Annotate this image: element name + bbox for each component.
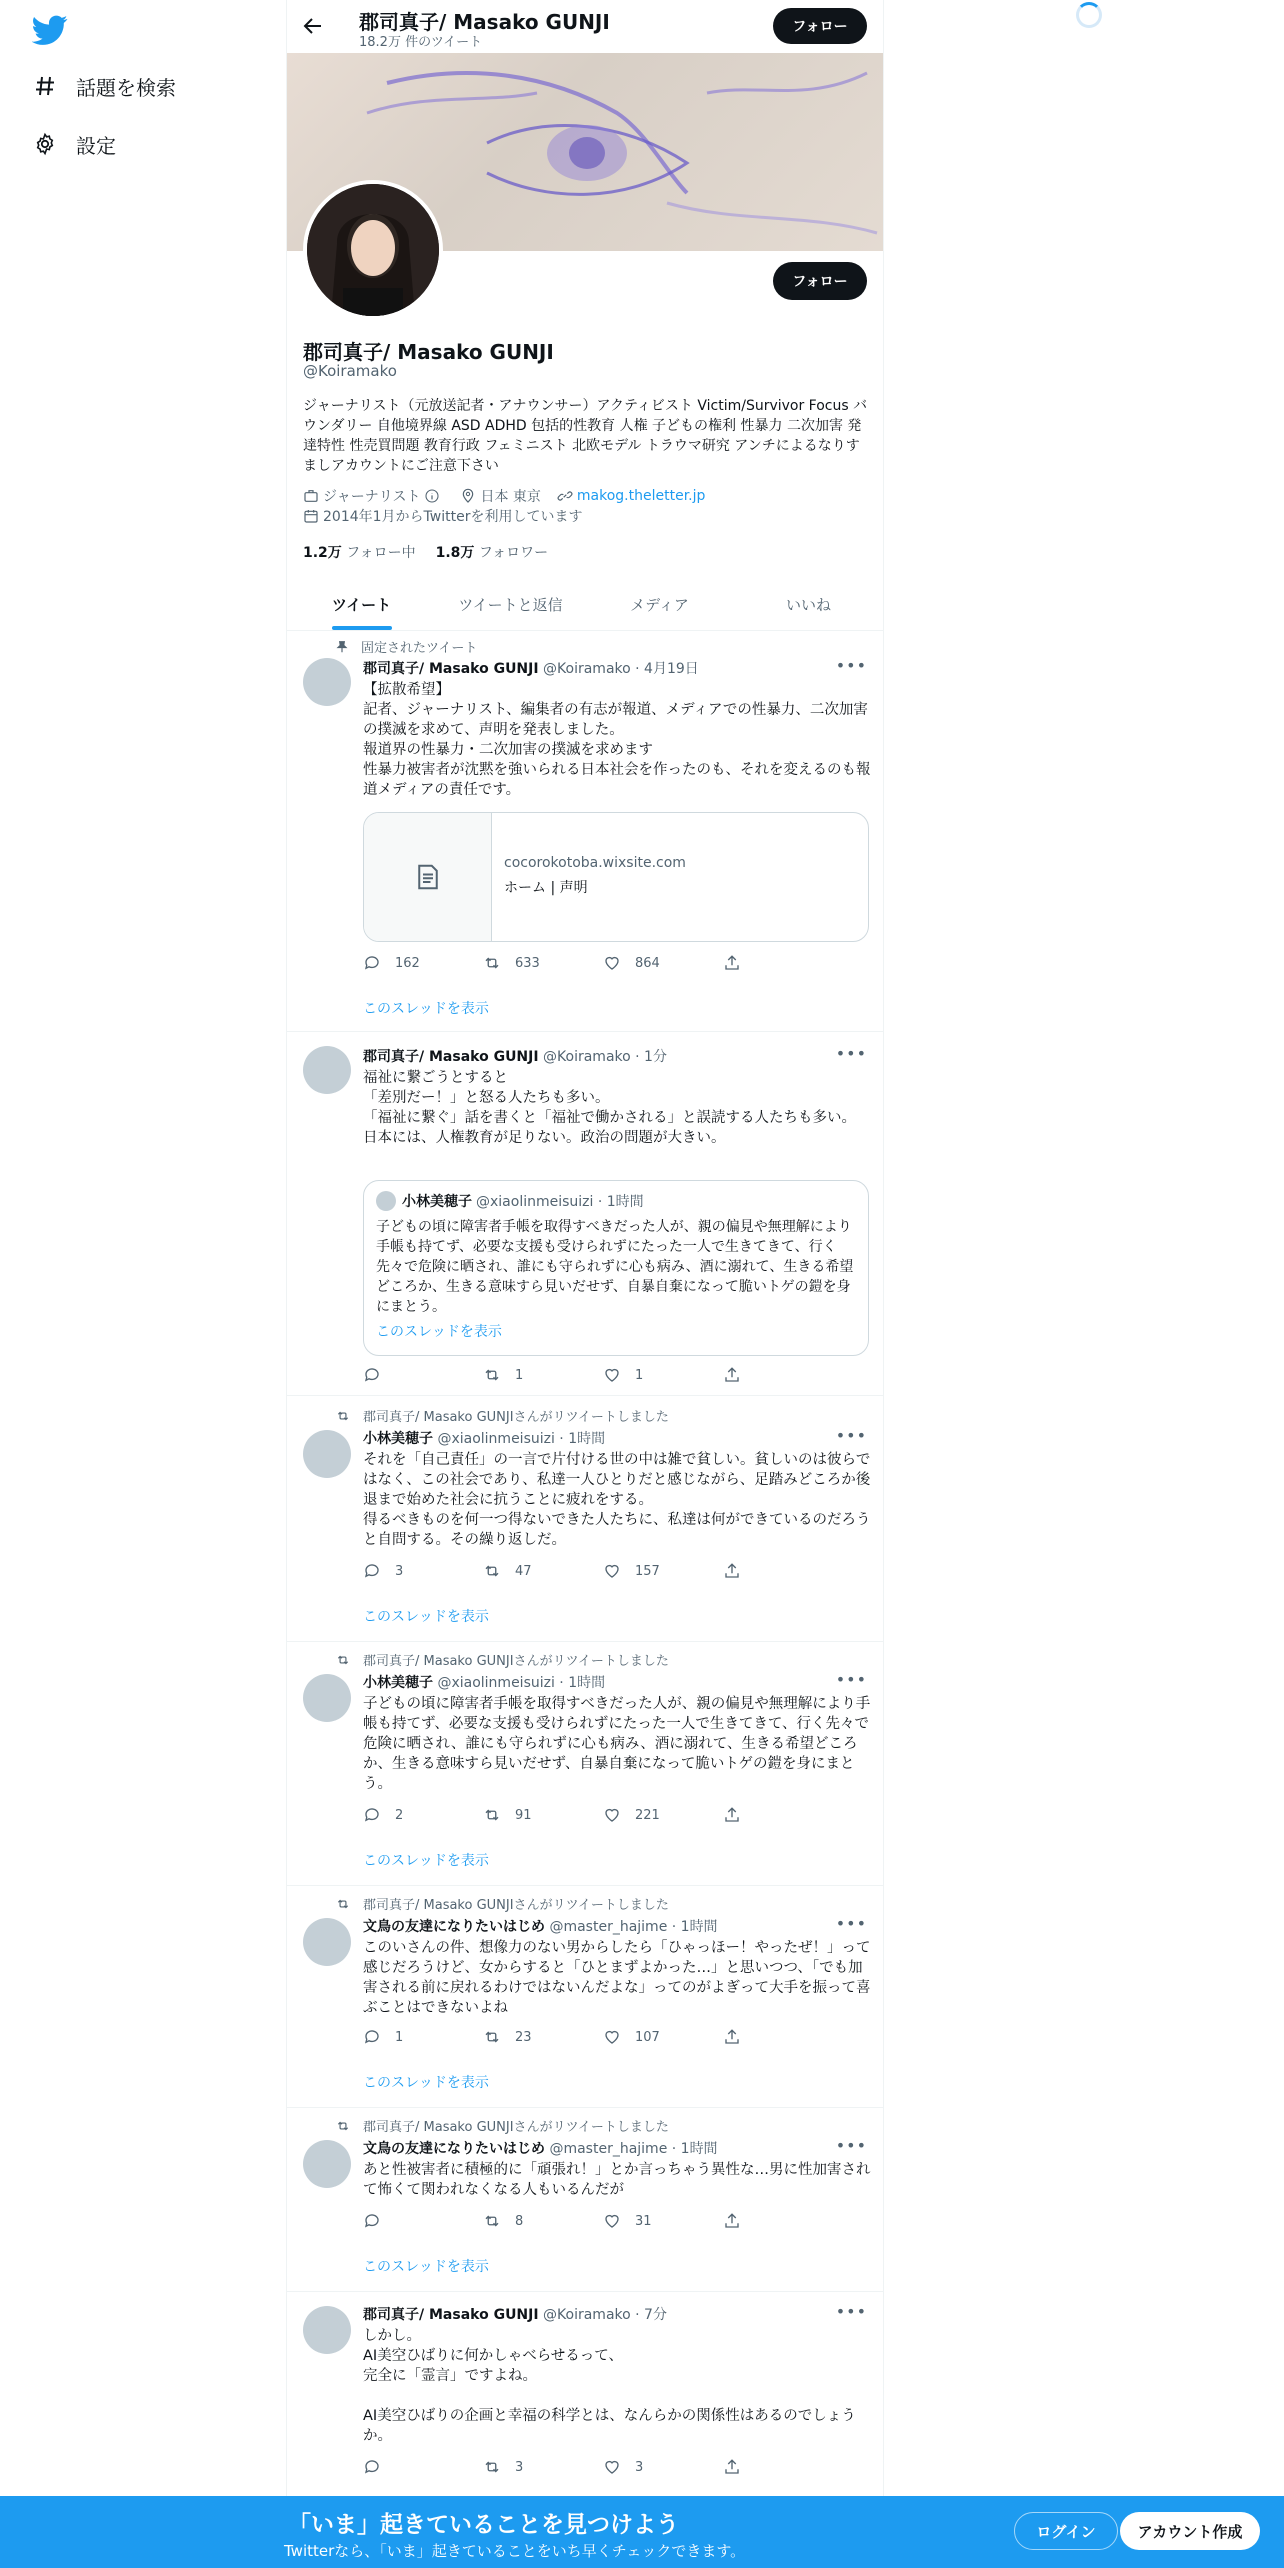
more-icon[interactable]: •••	[835, 1426, 867, 1445]
show-thread-link[interactable]: このスレッドを表示	[363, 1853, 489, 1869]
tweet-pinned[interactable]	[287, 632, 883, 1032]
profile-follow-stats	[303, 542, 548, 562]
following-link[interactable]: 1.2万 フォロー中	[303, 545, 416, 561]
share-button[interactable]	[723, 1806, 803, 1824]
gear-icon	[32, 131, 58, 157]
quote-avatar	[376, 1191, 396, 1211]
like-button[interactable]: 157	[603, 1562, 683, 1580]
tweet-retweeted[interactable]	[287, 1396, 883, 1642]
twitter-logo-icon[interactable]	[32, 12, 68, 48]
share-button[interactable]	[723, 1562, 803, 1580]
retweet-icon	[335, 2119, 351, 2133]
signup-button[interactable]: アカウント作成	[1120, 2512, 1260, 2550]
tweet-avatar[interactable]	[303, 2306, 351, 2354]
retweet-button[interactable]: 91	[483, 1806, 563, 1824]
briefcase-icon	[303, 488, 319, 504]
reply-icon	[363, 1562, 381, 1580]
tweet-retweeted[interactable]	[287, 2108, 883, 2292]
tweet-text: あと性被害者に積極的に「頑張れ！」とか言っちゃう異性な…男に性加害されて怖くて関われなくなる人もいるんだが	[363, 2162, 871, 2198]
signup-banner	[0, 2496, 1284, 2568]
profile-tabs	[287, 578, 883, 631]
profile-category: ジャーナリスト	[303, 486, 444, 506]
profile-name: 郡司真子/ Masako GUNJI	[303, 340, 554, 364]
retweet-icon	[483, 2028, 501, 2046]
like-button[interactable]: 3	[603, 2458, 683, 2476]
profile-location: 日本 東京	[460, 486, 540, 506]
reply-button[interactable]: 1	[363, 2028, 443, 2046]
tweet-avatar[interactable]	[303, 658, 351, 706]
tweet-actions	[363, 1366, 803, 1384]
share-button[interactable]	[723, 2212, 803, 2230]
document-icon	[413, 862, 443, 892]
tweet-actions	[363, 2028, 803, 2046]
info-icon[interactable]	[424, 488, 440, 504]
retweet-icon	[335, 1653, 351, 1667]
retweet-button[interactable]: 47	[483, 1562, 563, 1580]
tab-tweets-replies[interactable]: ツイートと返信	[458, 595, 563, 614]
link-icon	[557, 488, 573, 504]
signup-banner-title: 「いま」起きていることを見つけよう	[288, 2512, 679, 2538]
loading-spinner-icon	[1076, 2, 1102, 28]
quote-show-thread-link[interactable]: このスレッドを表示	[376, 1324, 502, 1340]
tweet-avatar[interactable]	[303, 2140, 351, 2188]
retweet-icon	[483, 1366, 501, 1384]
tweet-text: 子どもの頃に障害者手帳を取得すべきだった人が、親の偏見や無理解により手帳も持てず、必要な支援も受けられずにたった一人で生きてきて、行く先々で危険に晒され、誰にも守られずに心も病み、酒に溺れて、生きる希望どころか、生きる意味すら見いだせず、自暴自棄になって脆いトゲの鎧を身にまとう。	[363, 1696, 871, 1792]
show-thread-link[interactable]: このスレッドを表示	[363, 1001, 489, 1017]
followers-link[interactable]: 1.8万 フォロワー	[435, 545, 549, 561]
more-icon[interactable]: •••	[835, 2136, 867, 2155]
reply-icon	[363, 2458, 381, 2476]
nav-settings[interactable]	[32, 124, 116, 164]
profile-avatar[interactable]	[303, 180, 443, 320]
heart-icon	[603, 1806, 621, 1824]
tweet-header: 郡司真子/ Masako GUNJI @Koiramako · 4月19日	[363, 661, 699, 677]
retweet-button[interactable]: 8	[483, 2212, 563, 2230]
reply-icon	[363, 954, 381, 972]
hashtag-icon	[32, 73, 58, 99]
card-title: ホーム | 声明	[504, 880, 588, 896]
profile-website[interactable]: makog.theletter.jp	[557, 488, 706, 504]
reply-button[interactable]	[363, 1366, 443, 1384]
profile-bio: ジャーナリスト（元放送記者・アナウンサー）アクティビスト Victim/Survivor Focus バウンダリー 自他境界線 ASD ADHD 包括的性教育 人権 子どもの権利 性暴力 二次加害 発達特性 性売買問題 教育行政 フェミニスト 北欧モデル トラウマ研究 アンチによるなりすましアカウントにご注意下さい	[303, 398, 868, 474]
retweet-icon	[335, 1409, 351, 1423]
more-icon[interactable]: •••	[835, 1044, 867, 1063]
reply-icon	[363, 2028, 381, 2046]
tweet-actions	[363, 1562, 803, 1580]
tweet-header: 文鳥の友達になりたいはじめ @master_hajime · 1時間	[363, 2141, 718, 2157]
tweet-avatar[interactable]	[303, 1674, 351, 1722]
heart-icon	[603, 2028, 621, 2046]
tweet-avatar[interactable]	[303, 1430, 351, 1478]
reply-button[interactable]: 162	[363, 954, 443, 972]
heart-icon	[603, 1562, 621, 1580]
tweet-quote[interactable]	[287, 1032, 883, 1396]
like-button[interactable]: 864	[603, 954, 683, 972]
more-icon[interactable]: •••	[835, 656, 867, 675]
retweet-button[interactable]: 3	[483, 2458, 563, 2476]
nav-explore-label: 話題を検索	[76, 75, 176, 100]
retweeted-label: 郡司真子/ Masako GUNJIさんがリツイートしました	[335, 1406, 669, 1425]
tweet-text: それを「自己責任」の一言で片付ける世の中は雑で貧しい。貧しいのは彼らではなく、この社会であり、私達一人ひとりだと感じながら、足踏みどころか後退まで始めた社会に抗うことに疲れをする。 得るべきものを何一つ得ないできた人たちに、私達は何ができているのだろうと自問する。その繰り返しだ。	[363, 1452, 871, 1548]
pinned-label: 固定されたツイート	[335, 637, 477, 656]
nav-explore[interactable]	[32, 66, 176, 106]
retweet-icon	[483, 2458, 501, 2476]
share-button[interactable]	[723, 954, 803, 972]
tweet-actions	[363, 954, 803, 972]
show-thread-link[interactable]: このスレッドを表示	[363, 1609, 489, 1625]
tweet-header: 郡司真子/ Masako GUNJI @Koiramako · 7分	[363, 2307, 667, 2323]
tab-tweets[interactable]: ツイート	[287, 578, 436, 630]
profile-follow-button[interactable]: フォロー	[773, 262, 867, 300]
tweet-text: 福祉に繋ごうとすると 「差別だー！」と怒る人たちも多い。 「福祉に繋ぐ」話を書くと「福祉で働かされる」と誤読する人たちも多い。 日本には、人権教育が足りない。政治の問題が大きい。	[363, 1070, 856, 1146]
header-tweet-count: 18.2万 件のツイート	[359, 35, 483, 50]
share-icon	[723, 1562, 741, 1580]
share-icon	[723, 954, 741, 972]
share-button[interactable]	[723, 2458, 803, 2476]
card-domain: cocorokotoba.wixsite.com	[504, 855, 686, 871]
share-icon	[723, 2458, 741, 2476]
tab-media[interactable]: メディア	[630, 595, 689, 614]
tab-likes[interactable]: いいね	[785, 595, 831, 614]
profile-header-bar	[287, 0, 883, 53]
heart-icon	[603, 2458, 621, 2476]
more-icon[interactable]: •••	[835, 1914, 867, 1933]
header-follow-button[interactable]: フォロー	[773, 8, 867, 44]
heart-icon	[603, 954, 621, 972]
reply-button[interactable]: 2	[363, 1806, 443, 1824]
quote-header: 小林美穂子 @xiaolinmeisuizi · 1時間	[376, 1191, 644, 1211]
link-card[interactable]	[363, 812, 869, 942]
login-button[interactable]: ログイン	[1014, 2512, 1118, 2550]
tweet-retweeted[interactable]	[287, 1642, 883, 1886]
show-thread-link[interactable]: このスレッドを表示	[363, 2075, 489, 2091]
retweet-icon	[483, 2212, 501, 2230]
pin-icon	[335, 640, 349, 654]
reply-icon	[363, 1806, 381, 1824]
share-icon	[723, 1806, 741, 1824]
heart-icon	[603, 1366, 621, 1384]
tweet-actions	[363, 2458, 803, 2476]
retweet-button[interactable]: 633	[483, 954, 563, 972]
tweet[interactable]	[287, 2292, 883, 2496]
share-button[interactable]	[723, 1366, 803, 1384]
more-icon[interactable]: •••	[835, 1670, 867, 1689]
tweet-text: しかし。 AI美空ひばりに何かしゃべらせるって、 完全に「霊言」ですよね。 AI美空ひばりの企画と幸福の科学とは、なんらかの関係性はあるのでしょうか。	[363, 2328, 856, 2444]
retweeted-label: 郡司真子/ Masako GUNJIさんがリツイートしました	[335, 1650, 669, 1669]
share-icon	[723, 2212, 741, 2230]
reply-icon	[363, 1366, 381, 1384]
calendar-icon	[303, 508, 319, 524]
header-name: 郡司真子/ Masako GUNJI	[359, 10, 610, 34]
profile-joined: 2014年1月からTwitterを利用しています	[303, 506, 582, 526]
location-pin-icon	[460, 488, 476, 504]
reply-button[interactable]	[363, 2458, 443, 2476]
heart-icon	[603, 2212, 621, 2230]
share-icon	[723, 1366, 741, 1384]
tweet-actions	[363, 2212, 803, 2230]
reply-button[interactable]	[363, 2212, 443, 2230]
tweet-retweeted[interactable]	[287, 1886, 883, 2108]
retweeted-label: 郡司真子/ Masako GUNJIさんがリツイートしました	[335, 1894, 669, 1913]
tweet-text: このいさんの件、想像力のない男からしたら「ひゃっほー！やったぜ！」って感じだろうけど、女からすると「ひとまずよかった…」と思いつつ、「でも加害される前に戻れるわけではないんだよな」ってのがよぎって大手を振って喜ぶことはできないよね	[363, 1940, 871, 2016]
profile-handle: @Koiramako	[303, 362, 397, 380]
more-icon[interactable]: •••	[835, 2302, 867, 2321]
card-thumb	[364, 813, 492, 941]
retweet-icon	[483, 1562, 501, 1580]
tweet-text: 【拡散希望】 記者、ジャーナリスト、編集者の有志が報道、メディアでの性暴力、二次加害の撲滅を求めて、声明を発表しました。 報道界の性暴力・二次加害の撲滅を求めます 性暴力被害者が沈黙を強いられる日本社会を作ったのも、それを変えるのも報道メディアの責任です。	[363, 682, 871, 798]
like-button[interactable]: 221	[603, 1806, 683, 1824]
quoted-tweet[interactable]	[363, 1180, 869, 1356]
nav-settings-label: 設定	[76, 133, 116, 158]
share-button[interactable]	[723, 2028, 803, 2046]
like-button[interactable]: 31	[603, 2212, 683, 2230]
signup-banner-subtitle: Twitterなら、「いま」起きていることをいち早くチェックできます。	[284, 2542, 746, 2560]
tweet-avatar[interactable]	[303, 1046, 351, 1094]
profile-meta	[303, 486, 717, 506]
tweet-actions	[363, 1806, 803, 1824]
retweeted-label: 郡司真子/ Masako GUNJIさんがリツイートしました	[335, 2116, 669, 2135]
tweet-header: 文鳥の友達になりたいはじめ @master_hajime · 1時間	[363, 1919, 718, 1935]
tweet-header: 小林美穂子 @xiaolinmeisuizi · 1時間	[363, 1675, 606, 1691]
retweet-icon	[483, 1806, 501, 1824]
show-thread-link[interactable]: このスレッドを表示	[363, 2259, 489, 2275]
tweet-header: 郡司真子/ Masako GUNJI @Koiramako · 1分	[363, 1049, 667, 1065]
retweet-icon	[335, 1897, 351, 1911]
reply-button[interactable]: 3	[363, 1562, 443, 1580]
tweet-avatar[interactable]	[303, 1918, 351, 1966]
like-button[interactable]: 107	[603, 2028, 683, 2046]
share-icon	[723, 2028, 741, 2046]
retweet-icon	[483, 954, 501, 972]
profile-column	[286, 0, 884, 2568]
quote-text: 子どもの頃に障害者手帳を取得すべきだった人が、親の偏見や無理解により手帳も持てず、必要な支援も受けられずにたった一人で生きてきて、行く先々で危険に晒され、誰にも守られずに心も病み、酒に溺れて、生きる希望どころか、生きる意味すら見いだせず、自暴自棄になって脆いトゲの鎧を身にまとう。	[376, 1219, 854, 1315]
back-arrow-icon[interactable]	[301, 14, 325, 38]
tweet-header: 小林美穂子 @xiaolinmeisuizi · 1時間	[363, 1431, 606, 1447]
retweet-button[interactable]: 23	[483, 2028, 563, 2046]
like-button[interactable]: 1	[603, 1366, 683, 1384]
retweet-button[interactable]: 1	[483, 1366, 563, 1384]
reply-icon	[363, 2212, 381, 2230]
